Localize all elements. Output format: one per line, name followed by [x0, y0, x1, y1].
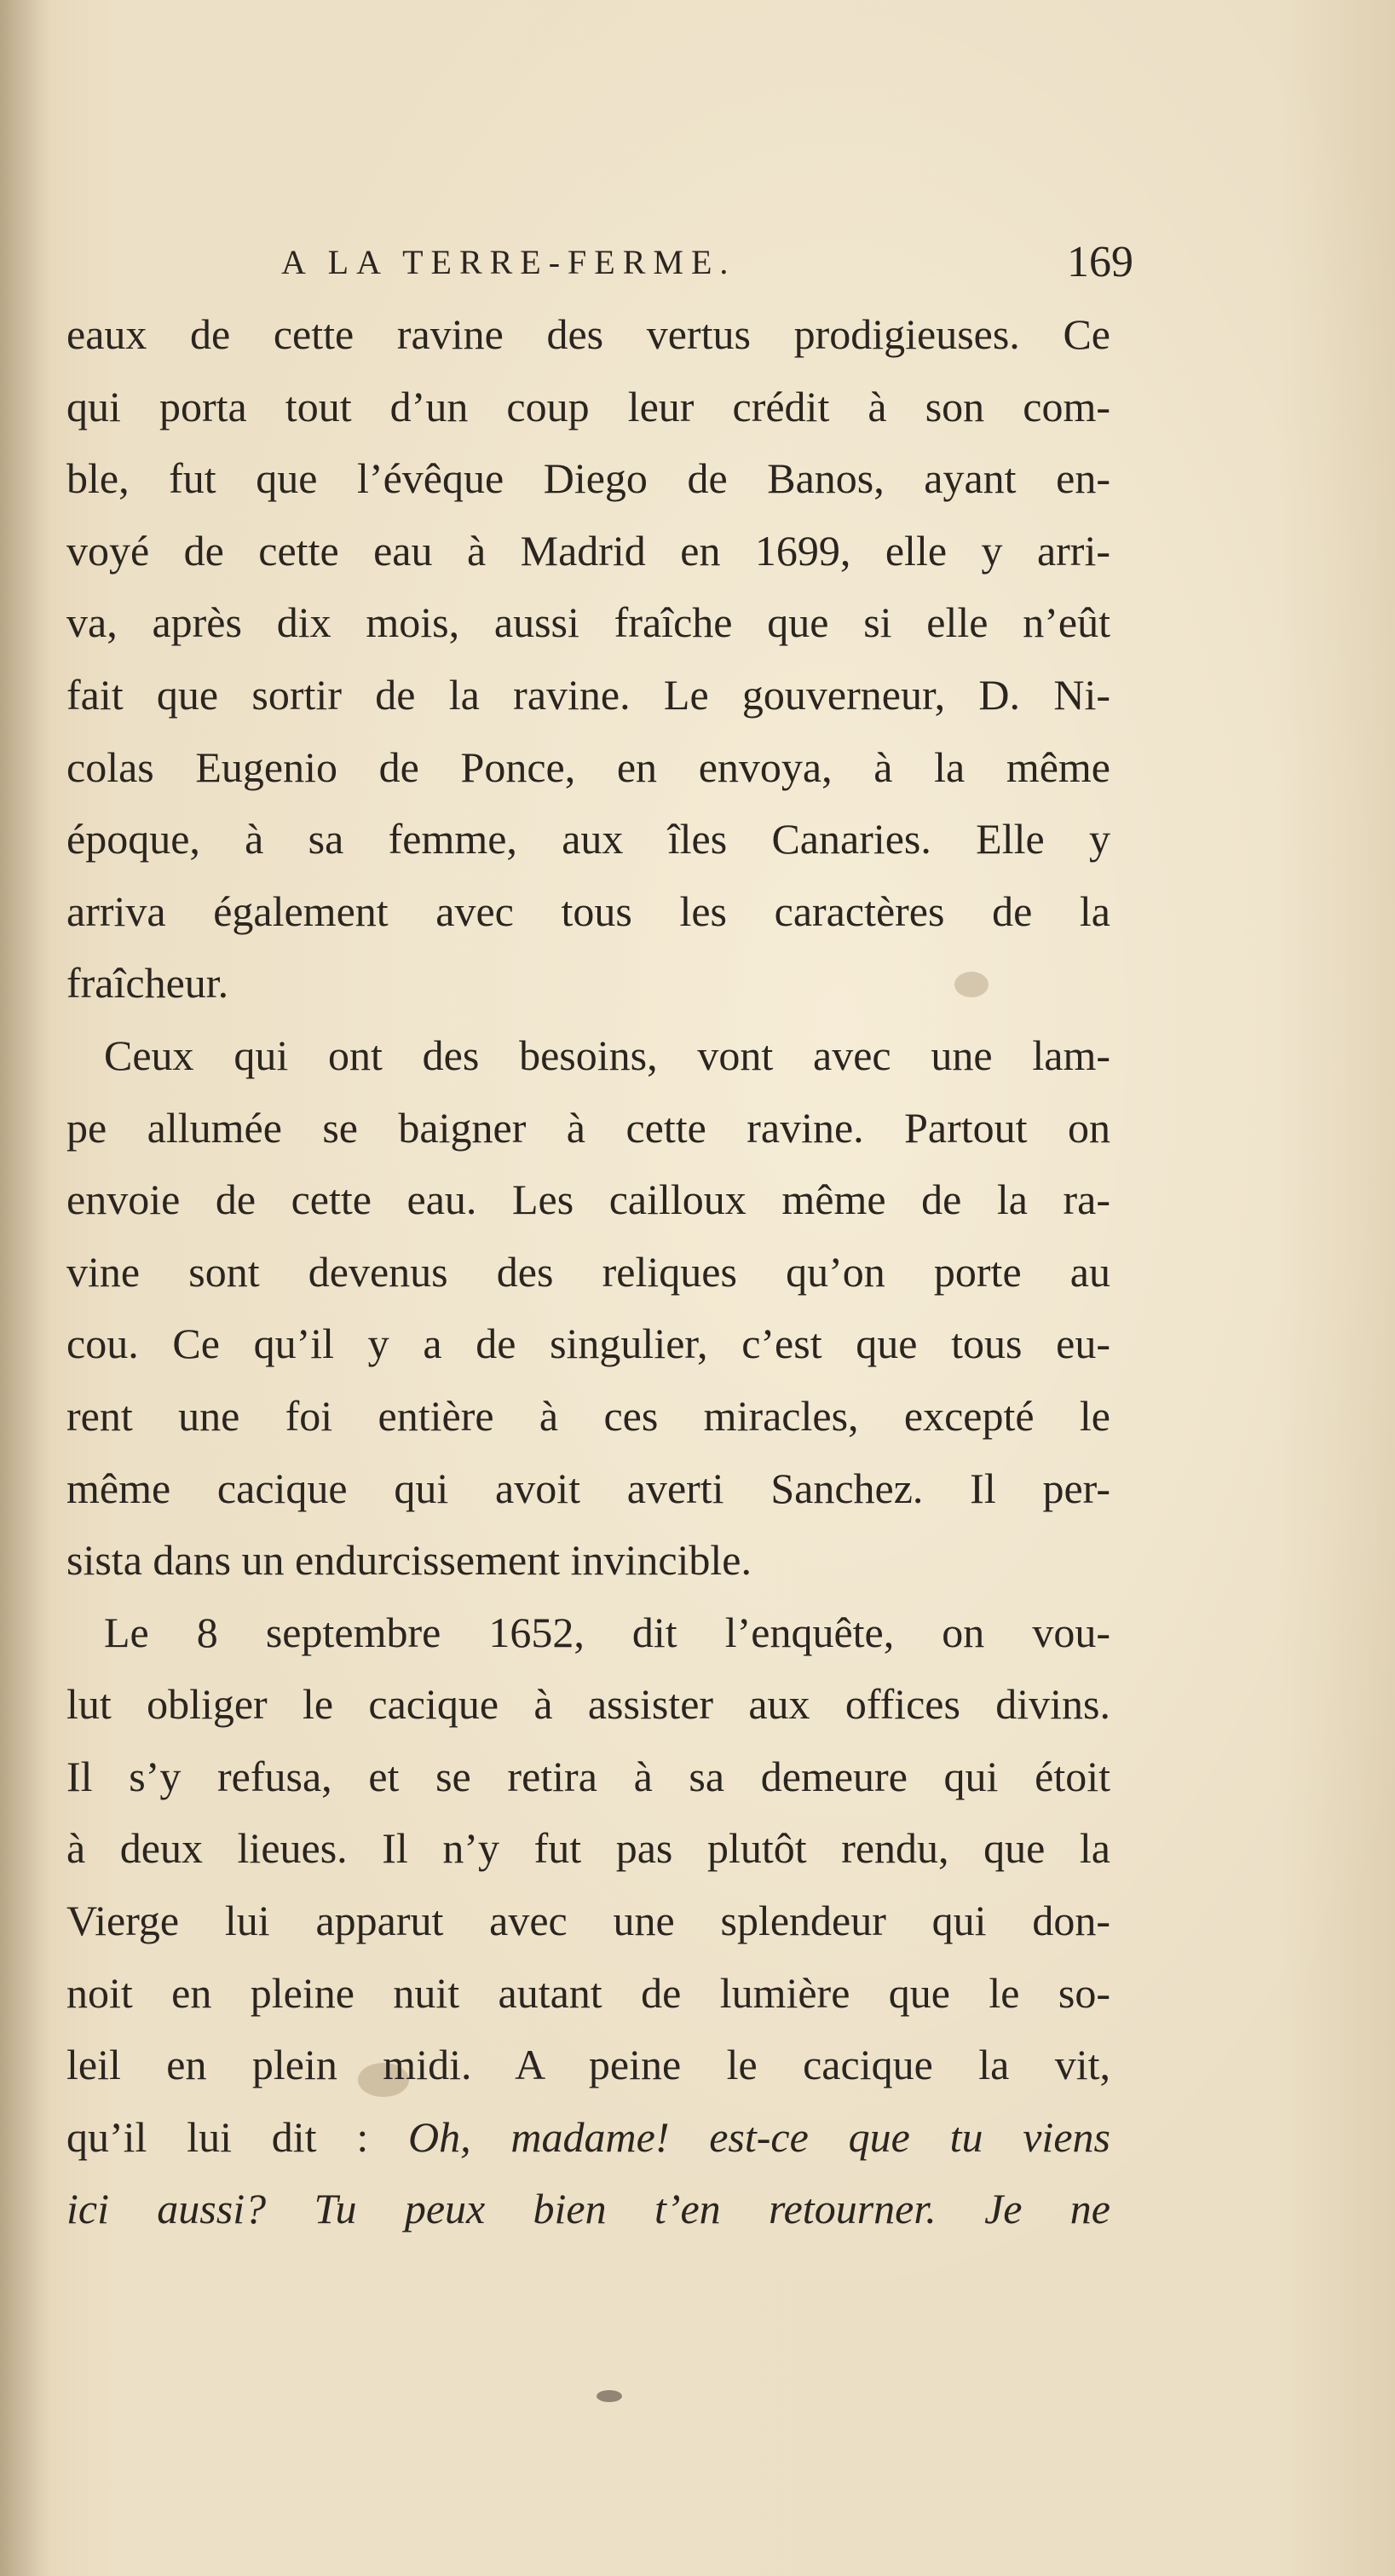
text-line: noit en pleine nuit autant de lumière que le so- [66, 1968, 1110, 2017]
text-line: va, après dix mois, aussi fraîche que si elle n’eût [66, 598, 1110, 647]
text-line: même cacique qui avoit averti Sanchez. Il per- [66, 1464, 1110, 1512]
text-line: arriva également avec tous les caractères de la [66, 887, 1110, 935]
text-line: Il s’y refusa, et se retira à sa demeure qui étoit [66, 1752, 1110, 1800]
text-line: qui porta tout d’un coup leur crédit à son com- [66, 382, 1110, 430]
text-line: époque, à sa femme, aux îles Canaries. Elle y [66, 815, 1110, 863]
text-line: fait que sortir de la ravine. Le gouverneur, D. Ni- [66, 670, 1110, 719]
text-line [66, 2101, 1110, 2174]
page-header [281, 237, 1133, 288]
gutter-shadow [0, 0, 51, 2576]
text-line: sista dans un endurcissement invincible. [66, 1536, 752, 1585]
body-text [66, 298, 1110, 2245]
text-line: envoie de cette eau. Les cailloux même de la ra- [66, 1175, 1110, 1224]
text-line: lut obliger le cacique à assister aux offices divins. [66, 1680, 1110, 1729]
text-line: rent une foi entière à ces miracles, excepté le [66, 1391, 1110, 1440]
text-line: Le 8 septembre 1652, dit l’enquête, on vou- [104, 1608, 1110, 1656]
italic-text: Oh, madame! est-ce que tu viens [408, 2112, 1110, 2161]
text-line: Vierge lui apparut avec une splendeur qui don- [66, 1897, 1110, 1945]
text-line: à deux lieues. Il n’y fut pas plutôt rendu, que la [66, 1824, 1110, 1873]
text-line: eaux de cette ravine des vertus prodigieuses. Ce [66, 310, 1110, 358]
page-number: 169 [1067, 238, 1133, 286]
running-head: A LA TERRE-FERME. [281, 243, 736, 281]
text-line: colas Eugenio de Ponce, en envoya, à la même [66, 742, 1110, 791]
italic-text: ici aussi? Tu peux bien t’en retourner. Je ne [66, 2185, 1110, 2233]
text-line: fraîcheur. [66, 959, 229, 1008]
text-line [66, 2173, 1110, 2245]
text-line: vine sont devenus des reliques qu’on porte au [66, 1247, 1110, 1296]
text-line: voyé de cette eau à Madrid en 1699, elle y arri- [66, 526, 1110, 575]
text-line: Ceux qui ont des besoins, vont avec une lam- [104, 1031, 1110, 1079]
ink-blot [597, 2390, 622, 2402]
roman-text: qu’il lui dit : [66, 2112, 409, 2161]
text-line: leil en plein midi. A peine le cacique la vit, [66, 2041, 1110, 2089]
text-line: pe allumée se baigner à cette ravine. Partout on [66, 1103, 1110, 1152]
text-line: ble, fut que l’évêque Diego de Banos, ayant en- [66, 454, 1110, 503]
text-line: cou. Ce qu’il y a de singulier, c’est que tous eu- [66, 1320, 1110, 1368]
